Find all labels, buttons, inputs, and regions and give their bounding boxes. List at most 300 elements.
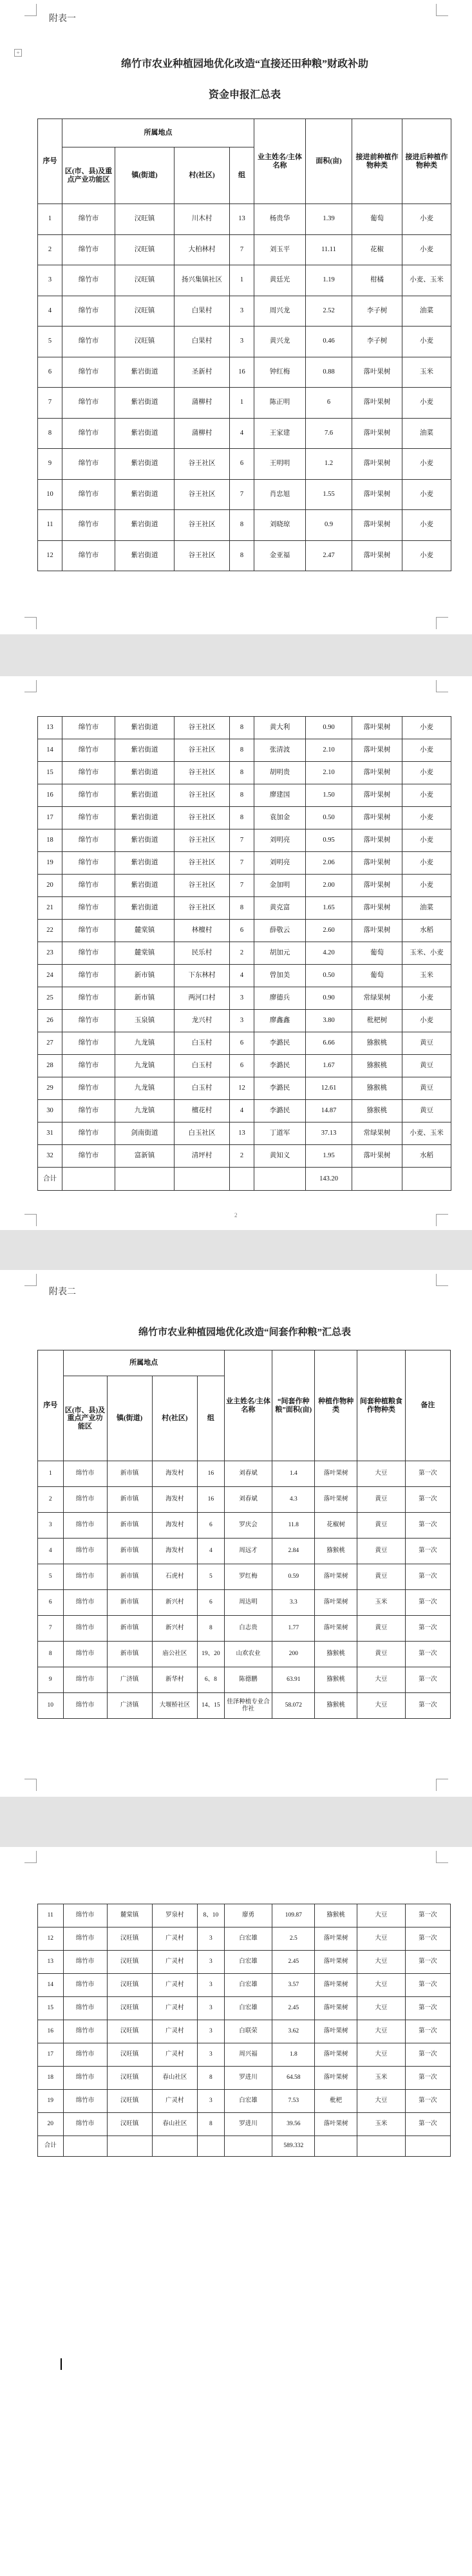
table-row (38, 510, 451, 541)
table-cell: 玉米、小麦 (402, 942, 451, 965)
table-cell: 2.10 (306, 762, 352, 784)
table-cell: 7 (230, 234, 254, 265)
table-cell: 8 (198, 2113, 225, 2136)
table-cell: 7 (230, 829, 254, 852)
page-corner-mark (24, 4, 37, 16)
table-cell: 22 (38, 920, 62, 942)
text-cursor[interactable] (61, 2358, 62, 2370)
table-cell: 汉旺镇 (107, 1951, 152, 1974)
table-row (38, 739, 451, 762)
table-cell: 汉旺镇 (107, 2113, 152, 2136)
table-cell: 落叶果树 (352, 829, 402, 852)
table-cell: 7 (38, 1616, 64, 1642)
table-cell: 19、20 (198, 1642, 225, 1667)
table-cell: 第一次 (405, 1693, 450, 1719)
table-cell: 4.3 (272, 1487, 315, 1513)
table-cell: 14 (38, 739, 62, 762)
table-cell: 绵竹市 (63, 1951, 107, 1974)
table-cell: 1.19 (306, 265, 352, 296)
table-cell: 小麦 (402, 479, 451, 510)
page-corner-mark (436, 617, 448, 629)
table-cell: 10 (38, 1693, 64, 1719)
table-cell: 2.00 (306, 875, 352, 897)
table-cell: 胡加元 (254, 942, 306, 965)
table-cell: 第一次 (405, 1951, 450, 1974)
page-corner-mark (436, 1779, 448, 1791)
table-cell: 16 (198, 1487, 225, 1513)
table-cell: 下东林村 (175, 965, 230, 987)
table-cell: 新市镇 (107, 1590, 152, 1616)
table-cell: 新市镇 (115, 987, 175, 1010)
table-cell: 汉旺镇 (107, 2090, 152, 2113)
table-cell: 落叶果树 (352, 717, 402, 739)
table-cell: 刘晓琼 (254, 510, 306, 541)
table-cell: 绵竹市 (62, 234, 115, 265)
table-cell: 12.61 (306, 1077, 352, 1100)
table-cell: 玉米 (402, 357, 451, 388)
table-row (38, 204, 451, 235)
table-cell: 大豆 (357, 2020, 406, 2043)
table-cell: 1.50 (306, 784, 352, 807)
table-cell: 绵竹市 (62, 449, 115, 480)
table-cell: 第一次 (405, 1487, 450, 1513)
table-cell: 绵竹市 (62, 942, 115, 965)
table-move-handle-icon[interactable]: + (14, 49, 22, 57)
table-cell: 新市镇 (107, 1487, 152, 1513)
table-cell: 第一次 (405, 2090, 450, 2113)
table-cell: 油菜 (402, 897, 451, 920)
table-cell: 周远才 (224, 1539, 272, 1564)
table-cell: 绵竹市 (63, 1927, 107, 1951)
table-cell: 绵竹市 (63, 2043, 107, 2067)
table-row (38, 1055, 451, 1077)
table-cell: 第一次 (405, 2067, 450, 2090)
table-cell: 落叶果树 (315, 1974, 357, 1997)
table-cell: 绵竹市 (63, 1667, 107, 1693)
page-corner-mark (436, 1214, 448, 1226)
table-row (38, 1927, 451, 1951)
table-cell: 落叶果树 (315, 2113, 357, 2136)
page-gap (0, 1230, 472, 1270)
table-cell: 4 (230, 1100, 254, 1122)
table-cell: 25 (38, 987, 62, 1010)
table-row (38, 965, 451, 987)
table-cell: 3 (198, 1951, 225, 1974)
table-cell: 绵竹市 (62, 1122, 115, 1145)
page-corner-mark (24, 680, 37, 692)
table-cell: 黄豆 (357, 1564, 406, 1590)
table-cell: 圣新村 (175, 357, 230, 388)
table-cell: 绵竹市 (63, 2020, 107, 2043)
table-cell: 2.84 (272, 1539, 315, 1564)
table-cell: 周兴福 (224, 2043, 272, 2067)
page-number: 2 (234, 1212, 238, 1218)
table-cell: 0.90 (306, 717, 352, 739)
table-cell: 3.57 (272, 1974, 315, 1997)
table-cell: 白宏雄 (224, 1974, 272, 1997)
table-cell: 30 (38, 1100, 62, 1122)
table-cell: 第一次 (405, 1997, 450, 2020)
table-cell: 0.9 (306, 510, 352, 541)
table-cell: 紫岩街道 (115, 807, 175, 829)
table-cell: 黄豆 (402, 1032, 451, 1055)
table-cell: 广灵村 (152, 2020, 197, 2043)
table-cell: 大豆 (357, 2043, 406, 2067)
table-cell: 落叶果树 (315, 2067, 357, 2090)
table-cell: 第一次 (405, 1974, 450, 1997)
table-cell: 3 (230, 987, 254, 1010)
table-cell: 绵竹市 (63, 2067, 107, 2090)
table-cell: 绵竹市 (62, 784, 115, 807)
table-cell: 24 (38, 965, 62, 987)
table-cell: 1 (230, 265, 254, 296)
table-cell: 谷王社区 (175, 510, 230, 541)
table-row (38, 234, 451, 265)
header-subject: 业主姓名/主体名称 (224, 1350, 272, 1461)
table-cell: 王家建 (254, 418, 306, 449)
table-cell: 2.10 (306, 739, 352, 762)
table-cell: 2 (38, 1487, 64, 1513)
table-cell: 葡萄 (352, 942, 402, 965)
table-row (38, 987, 451, 1010)
table-cell: 11 (38, 1904, 64, 1927)
table-cell: 5 (198, 1564, 225, 1590)
table-cell: 0.59 (272, 1564, 315, 1590)
table-cell: 罗庆会 (224, 1513, 272, 1539)
table-cell: 1.8 (272, 2043, 315, 2067)
table-cell: 8 (230, 739, 254, 762)
table-cell: 春山社区 (152, 2067, 197, 2090)
table-cell: 27 (38, 1032, 62, 1055)
attachment-label: 附表二 (49, 1287, 76, 1297)
table-cell: 落叶果树 (352, 784, 402, 807)
table-cell: 绵竹市 (63, 1461, 107, 1487)
table-cell: 汉旺镇 (107, 1927, 152, 1951)
table-row (38, 449, 451, 480)
table-cell: 周达明 (224, 1590, 272, 1616)
table-cell: 落叶果树 (352, 510, 402, 541)
table-cell: 7.6 (306, 418, 352, 449)
table-cell: 大柏林村 (175, 234, 230, 265)
table-row (38, 1010, 451, 1032)
table-cell: 3 (198, 1927, 225, 1951)
table-cell: 3 (230, 327, 254, 357)
table-cell: 绵竹市 (62, 717, 115, 739)
table-cell: 14、15 (198, 1693, 225, 1719)
table-cell: 佳泽种植专业合作社 (224, 1693, 272, 1719)
table-cell: 8 (38, 1642, 64, 1667)
table-cell: 汉旺镇 (115, 204, 175, 235)
table-cell: 葡萄 (352, 965, 402, 987)
table-cell: 谷王社区 (175, 875, 230, 897)
table-cell: 小麦 (402, 717, 451, 739)
table-cell: 柑橘 (352, 265, 402, 296)
table-cell: 罗进川 (224, 2067, 272, 2090)
table-cell: 绵竹市 (62, 204, 115, 235)
table-cell: 28 (38, 1055, 62, 1077)
table-cell: 10 (38, 479, 62, 510)
table-cell: 小麦 (402, 762, 451, 784)
page-corner-mark (24, 1851, 37, 1863)
table-cell: 白果村 (175, 327, 230, 357)
table-cell: 枇杷树 (352, 1010, 402, 1032)
table-row (38, 418, 451, 449)
table-cell: 紫岩街道 (115, 762, 175, 784)
table-cell: 绵竹市 (63, 1904, 107, 1927)
table-row (38, 479, 451, 510)
page-corner-mark (24, 1214, 37, 1226)
table-cell: 紫岩街道 (115, 717, 175, 739)
table-cell: 薛敬云 (254, 920, 306, 942)
table-cell: 汉旺镇 (107, 1997, 152, 2020)
table-row (38, 2043, 451, 2067)
table-cell: 绵竹市 (62, 418, 115, 449)
table-cell: 金加明 (254, 875, 306, 897)
table-cell: 20 (38, 875, 62, 897)
table-cell: 黄豆 (357, 1487, 406, 1513)
table-cell: 新市镇 (107, 1461, 152, 1487)
table-cell: 黄兴龙 (254, 327, 306, 357)
table-cell: 黄知义 (254, 1145, 306, 1168)
table-cell: 小麦 (402, 327, 451, 357)
page-gap (0, 634, 472, 676)
table-cell: 39.56 (272, 2113, 315, 2136)
table-cell: 新市镇 (107, 1616, 152, 1642)
table-cell: 廖勇 (224, 1904, 272, 1927)
table-cell: 64.58 (272, 2067, 315, 2090)
table-cell: 李潞民 (254, 1100, 306, 1122)
table-cell: 9 (38, 449, 62, 480)
table-cell: 肖忠旭 (254, 479, 306, 510)
table-cell: 枇杷 (315, 2090, 357, 2113)
table-cell: 14 (38, 1974, 64, 1997)
table-cell: 第一次 (405, 2043, 450, 2067)
table-row (38, 1122, 451, 1145)
table-cell: 紫岩街道 (115, 875, 175, 897)
table-cell: 白玉村 (175, 1077, 230, 1100)
table-cell: 胡明贵 (254, 762, 306, 784)
table-cell: 6 (230, 920, 254, 942)
table-cell: 绵竹市 (63, 1693, 107, 1719)
table-cell: 九龙镇 (115, 1055, 175, 1077)
table-cell: 林檀村 (175, 920, 230, 942)
table-cell: 0.50 (306, 965, 352, 987)
table-cell: 4 (38, 1539, 64, 1564)
table-row (38, 357, 451, 388)
table-title-line-1: 绵竹市农业种植园地优化改造“直接还田种粮”财政补助 (120, 59, 368, 70)
table-cell: 大堰桥社区 (152, 1693, 197, 1719)
table-row (38, 1693, 451, 1719)
table-cell: 17 (38, 2043, 64, 2067)
table-cell: 紫岩街道 (115, 852, 175, 875)
table-row (38, 875, 451, 897)
header-intercrop-area: “间套作种粮”面积(亩) (272, 1350, 315, 1461)
table-cell: 大豆 (357, 1997, 406, 2020)
table-cell: 黄克富 (254, 897, 306, 920)
table-title: 绵竹市农业种植园地优化改造“间套作种粮”汇总表 (138, 1327, 351, 1338)
subsidy-table-part-1 (37, 118, 451, 571)
table-cell: 谷王社区 (175, 540, 230, 571)
table-cell: 海发村 (152, 1487, 197, 1513)
table-cell: 绵竹市 (62, 762, 115, 784)
table-cell: 钟红梅 (254, 357, 306, 388)
table-cell: 海发村 (152, 1461, 197, 1487)
table-cell: 1.2 (306, 449, 352, 480)
table-row (38, 1667, 451, 1693)
table-cell: 2.45 (272, 1997, 315, 2020)
table-cell: 8 (230, 762, 254, 784)
table-cell: 8 (38, 418, 62, 449)
table-cell: 4 (198, 1539, 225, 1564)
header-town: 镇(街道) (115, 147, 175, 204)
table-cell: 26 (38, 1010, 62, 1032)
table-cell: 1.95 (306, 1145, 352, 1168)
table-cell: 落叶果树 (315, 1590, 357, 1616)
table-cell: 水稻 (402, 1145, 451, 1168)
table-cell: 小麦 (402, 987, 451, 1010)
table-cell: 常绿果树 (352, 1122, 402, 1145)
table-cell: 落叶果树 (315, 1927, 357, 1951)
table-row (38, 1032, 451, 1055)
header-village: 村(社区) (152, 1376, 197, 1461)
table-cell: 绵竹市 (62, 920, 115, 942)
table-cell: 2 (38, 234, 62, 265)
table-cell: 黄廷光 (254, 265, 306, 296)
table-cell: 绵竹市 (63, 1616, 107, 1642)
table-cell: 6 (38, 357, 62, 388)
table-row (38, 296, 451, 327)
table-cell: 绵竹市 (62, 540, 115, 571)
table-cell: 海发村 (152, 1513, 197, 1539)
table-cell: 丁道军 (254, 1122, 306, 1145)
table-cell: 落叶果树 (352, 449, 402, 480)
table-cell: 16 (38, 2020, 64, 2043)
table-cell: 32 (38, 1145, 62, 1168)
table-cell: 小麦 (402, 807, 451, 829)
table-cell: 4 (230, 965, 254, 987)
table-cell: 18 (38, 2067, 64, 2090)
table-cell: 第一次 (405, 1539, 450, 1564)
table-cell: 绵竹市 (63, 1590, 107, 1616)
table-cell: 花椒 (352, 234, 402, 265)
table-cell: 新兴村 (152, 1590, 197, 1616)
table-cell: 麓棠镇 (107, 1904, 152, 1927)
table-cell: 9 (38, 1667, 64, 1693)
table-cell: 11.8 (272, 1513, 315, 1539)
table-cell: 7.53 (272, 2090, 315, 2113)
table-cell: 白志贵 (224, 1616, 272, 1642)
document-page-1 (0, 0, 472, 634)
table-cell: 12 (230, 1077, 254, 1100)
table-cell: 第一次 (405, 1642, 450, 1667)
table-cell: 新市镇 (115, 965, 175, 987)
table-cell: 新市镇 (107, 1539, 152, 1564)
table-row (38, 540, 451, 571)
table-cell: 2 (230, 1145, 254, 1168)
table-cell: 第一次 (405, 1616, 450, 1642)
table-row (38, 897, 451, 920)
table-cell: 2.52 (306, 296, 352, 327)
table-cell: 玉米 (357, 1590, 406, 1616)
table-cell: 19 (38, 2090, 64, 2113)
document-page-2 (0, 676, 472, 1230)
table-cell: 0.46 (306, 327, 352, 357)
table-cell: 13 (38, 717, 62, 739)
header-group: 组 (230, 147, 254, 204)
table-cell: 猕猴桃 (315, 1642, 357, 1667)
table-cell: 7 (230, 875, 254, 897)
header-county: 区(市、县)及重点产业功能区 (63, 1376, 107, 1461)
table-cell: 1 (38, 1461, 64, 1487)
table-cell: 大豆 (357, 1693, 406, 1719)
table-row (38, 1951, 451, 1974)
table-cell: 7 (230, 479, 254, 510)
table-cell: 两河口村 (175, 987, 230, 1010)
table-row (38, 2090, 451, 2113)
table-cell: 第一次 (405, 1461, 450, 1487)
table-row (38, 942, 451, 965)
page-corner-mark (436, 1274, 448, 1286)
table-cell: 紫岩街道 (115, 388, 175, 419)
table-cell: 小麦、玉米 (402, 1122, 451, 1145)
table-cell: 罗红梅 (224, 1564, 272, 1590)
table-cell: 23 (38, 942, 62, 965)
table-cell: 广灵村 (152, 1997, 197, 2020)
table-cell: 龙兴村 (175, 1010, 230, 1032)
header-town: 镇(街道) (107, 1376, 152, 1461)
table-cell: 白果村 (175, 296, 230, 327)
table-cell: 落叶果树 (352, 540, 402, 571)
table-cell: 油菜 (402, 418, 451, 449)
table-cell: 白联荣 (224, 2020, 272, 2043)
table-cell: 绵竹市 (62, 296, 115, 327)
table-cell: 绵竹市 (62, 739, 115, 762)
table-row (38, 784, 451, 807)
table-cell: 落叶果树 (315, 1616, 357, 1642)
table-cell: 黄豆 (402, 1055, 451, 1077)
table-cell: 花椒树 (315, 1513, 357, 1539)
table-cell: 猕猴桃 (352, 1032, 402, 1055)
table-cell: 谷王社区 (175, 852, 230, 875)
table-cell: 罗进川 (224, 2113, 272, 2136)
table-cell: 汉旺镇 (107, 2020, 152, 2043)
table-cell: 2.60 (306, 920, 352, 942)
table-cell: 4 (230, 418, 254, 449)
table-row (38, 1616, 451, 1642)
table-cell: 0.95 (306, 829, 352, 852)
table-cell: 5 (38, 1564, 64, 1590)
table-cell: 广灵村 (152, 1927, 197, 1951)
table-cell: 绵竹市 (63, 1642, 107, 1667)
table-cell: 谷王社区 (175, 762, 230, 784)
table-cell: 李子树 (352, 327, 402, 357)
table-cell: 白玉村 (175, 1032, 230, 1055)
table-cell: 落叶果树 (315, 1997, 357, 2020)
table-cell: 8 (230, 784, 254, 807)
table-cell: 0.88 (306, 357, 352, 388)
document-page-3 (0, 1270, 472, 1797)
table-cell: 李潞民 (254, 1077, 306, 1100)
table-cell: 第一次 (405, 1904, 450, 1927)
table-row (38, 1487, 451, 1513)
table-cell: 扬兴集镇社区 (175, 265, 230, 296)
table-cell: 小麦 (402, 234, 451, 265)
table-cell: 3.80 (306, 1010, 352, 1032)
table-cell: 紫岩街道 (115, 418, 175, 449)
table-cell: 白宏雄 (224, 1951, 272, 1974)
table-cell: 绵竹市 (62, 1100, 115, 1122)
table-cell: 8 (230, 897, 254, 920)
